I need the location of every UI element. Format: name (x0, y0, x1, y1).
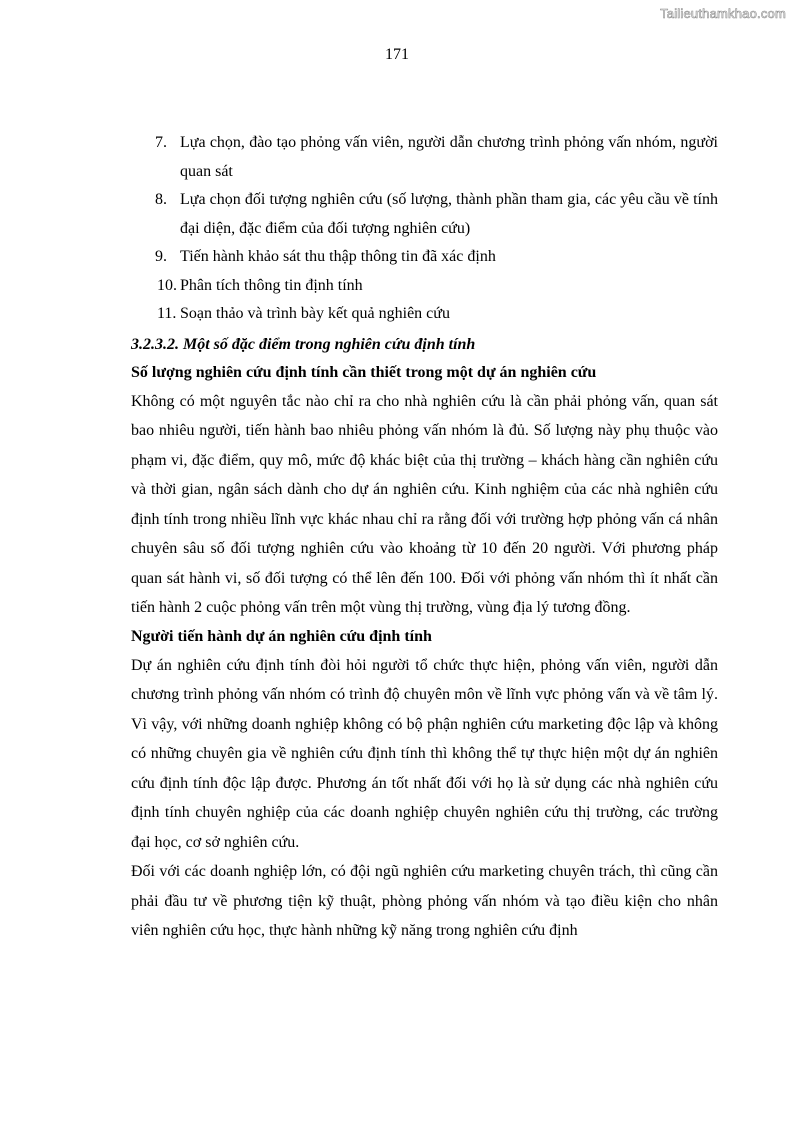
list-item (131, 300, 718, 329)
watermark-text: Tailieuthamkhao.com (660, 6, 786, 21)
list-item (131, 129, 718, 186)
list-item-number: 9. (155, 248, 167, 265)
numbered-list (131, 129, 718, 329)
list-item-text: Phân tích thông tin định tính (180, 276, 363, 294)
paragraph-large-enterprises: Đối với các doanh nghiệp lớn, có đội ngũ nghiên cứu marketing chuyên trách, thì cũng cần phải đầu tư về phương tiện kỹ thuật, phòng phỏng vấn nhóm và tạo điều kiện cho nhân viên nghiên cứu học, thực hành những kỹ năng trong nghiên cứu định (131, 863, 718, 939)
list-item (131, 243, 718, 272)
list-item-text: Lựa chọn, đào tạo phỏng vấn viên, người dẫn chương trình phỏng vấn nhóm, người quan sát (180, 134, 718, 180)
list-item-text: Tiến hành khảo sát thu thập thông tin đã xác định (180, 248, 496, 265)
page-number: 171 (385, 46, 409, 63)
section-heading: 3.2.3.2. Một số đặc điểm trong nghiên cứu định tính (131, 335, 476, 353)
list-item-number: 7. (155, 134, 167, 151)
list-item-text: Lựa chọn đối tượng nghiên cứu (số lượng, thành phần tham gia, các yêu cầu về tính đại diện, đặc điểm của đối tượng nghiên cứu) (180, 191, 718, 237)
sub-heading-researchers: Người tiến hành dự án nghiên cứu định tính (131, 627, 432, 645)
list-item-number: 10. (157, 276, 177, 294)
list-item-number: 11. (157, 305, 177, 322)
page-content (131, 129, 718, 946)
list-item (131, 272, 718, 301)
paragraph-sample-size: Không có một nguyên tắc nào chỉ ra cho nhà nghiên cứu là cần phải phỏng vấn, quan sát bao nhiêu người, tiến hành bao nhiêu phỏng vấn nhóm là đủ. Số lượng này phụ thuộc vào phạm vi, đặc điểm, quy mô, mức độ khác biệt của thị trường – khách hàng cần nghiên cứu và thời gian, ngân sách dành cho dự án nghiên cứu. Kinh nghiệm của các nhà nghiên cứu định tính trong nhiều lĩnh vực khác nhau chỉ ra rằng đối với trường hợp phỏng vấn cá nhân chuyên sâu số đối tượng nghiên cứu vào khoảng từ 10 đến 20 người. Với phương pháp quan sát hành vi, số đối tượng có thể lên đến 100. Đối với phỏng vấn nhóm thì ít nhất cần tiến hành 2 cuộc phỏng vấn trên một vùng thị trường, vùng địa lý tương đồng. (131, 392, 718, 616)
list-item-text: Soạn thảo và trình bày kết quả nghiên cứu (180, 305, 450, 322)
paragraph-researchers: Dự án nghiên cứu định tính đòi hỏi người tổ chức thực hiện, phỏng vấn viên, người dẫn chương trình phỏng vấn nhóm có trình độ chuyên môn về lĩnh vực phỏng vấn và về tâm lý. Vì vậy, với những doanh nghiệp không có bộ phận nghiên cứu marketing độc lập và không có những chuyên gia về nghiên cứu định tính thì không thể tự thực hiện một dự án nghiên cứu định tính độc lập được. Phương án tốt nhất đối với họ là sử dụng các nhà nghiên cứu định tính chuyên nghiệp của các doanh nghiệp chuyên nghiên cứu thị trường, các trường đại học, cơ sở nghiên cứu. (131, 656, 718, 851)
list-item-number: 8. (155, 191, 167, 208)
sub-heading-sample-size: Số lượng nghiên cứu định tính cần thiết trong một dự án nghiên cứu (131, 363, 597, 381)
list-item (131, 186, 718, 243)
